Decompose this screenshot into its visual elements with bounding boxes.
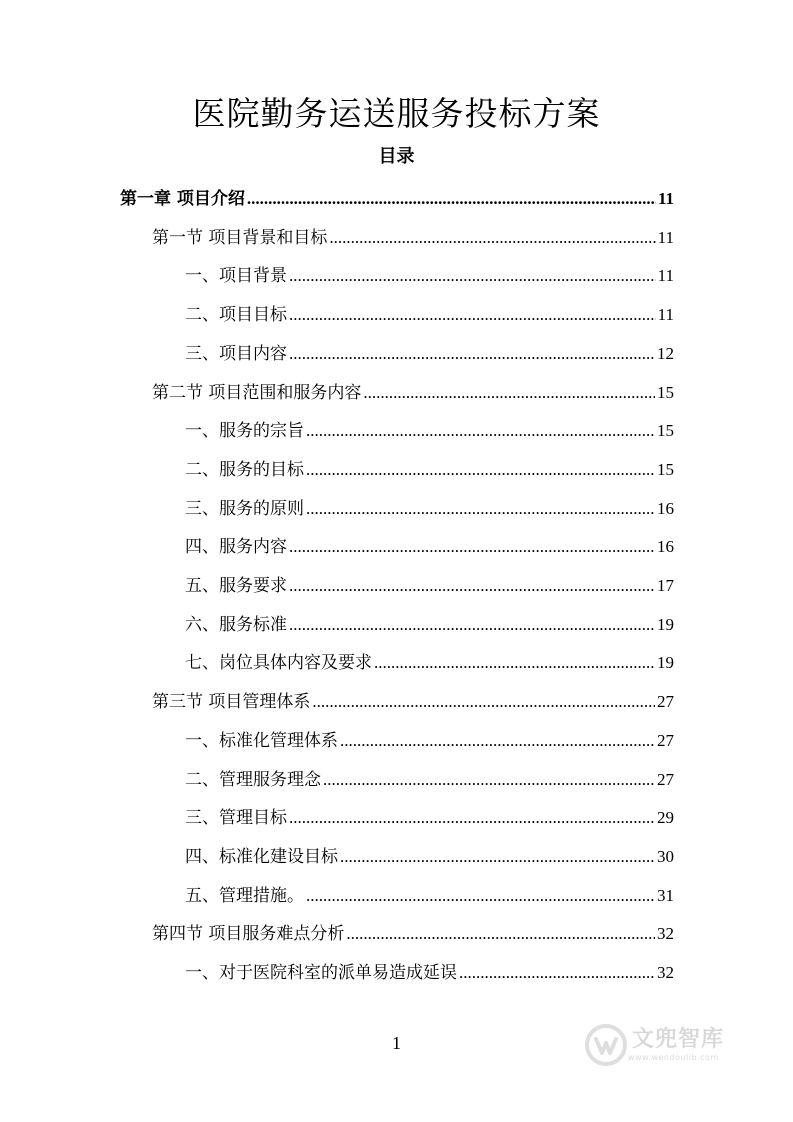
toc-entry-label: 四、标准化建设目标 <box>185 847 338 867</box>
watermark-subtext: www.wendoulib.com <box>628 1053 719 1062</box>
toc-entry[interactable] <box>152 915 674 953</box>
toc-entry-page: 27 <box>657 692 674 711</box>
toc-entry-page: 15 <box>657 460 674 479</box>
toc-entry-label: 第二节 项目范围和服务内容 <box>152 383 362 403</box>
toc-entry[interactable] <box>185 451 674 489</box>
toc-dot-leader <box>340 722 655 760</box>
toc-entry-page: 16 <box>657 499 674 518</box>
toc-entry-label: 第四节 项目服务难点分析 <box>152 924 345 944</box>
toc-entry-label: 第一节 项目背景和目标 <box>152 228 328 248</box>
toc-entry-label: 一、标准化管理体系 <box>185 731 338 751</box>
toc-entry-label: 四、服务内容 <box>185 537 287 557</box>
document-title: 医院勤务运送服务投标方案 <box>192 94 601 133</box>
toc-entry-page: 11 <box>657 189 674 208</box>
toc-dot-leader <box>323 761 655 799</box>
toc-dot-leader <box>306 490 655 528</box>
toc-entry-label: 七、岗位具体内容及要求 <box>185 653 372 673</box>
toc-entry-page: 11 <box>657 228 674 247</box>
toc-entry-page: 27 <box>657 770 674 789</box>
toc-dot-leader <box>289 606 655 644</box>
toc-entry-label: 二、管理服务理念 <box>185 770 321 790</box>
toc-entry-page: 29 <box>657 808 674 827</box>
toc-entry-label: 六、服务标准 <box>185 615 287 635</box>
toc-entry-label: 五、服务要求 <box>185 576 287 596</box>
toc-entry-page: 15 <box>657 421 674 440</box>
toc-entry[interactable] <box>185 761 674 799</box>
toc-entry[interactable] <box>185 799 674 837</box>
toc-dot-leader <box>374 644 655 682</box>
toc-dot-leader <box>289 799 655 837</box>
toc-dot-leader <box>289 296 656 334</box>
toc-entry-label: 二、项目目标 <box>185 305 287 325</box>
toc-entry-page: 27 <box>657 731 674 750</box>
toc-entry-page: 30 <box>657 847 674 866</box>
toc-entry-page: 12 <box>657 344 674 363</box>
toc-entry-label: 二、服务的目标 <box>185 460 304 480</box>
toc-entry[interactable] <box>152 374 674 412</box>
toc-entry-label: 一、项目背景 <box>185 266 287 286</box>
watermark <box>584 1020 754 1070</box>
toc-entry-page: 17 <box>657 576 674 595</box>
toc-entry-page: 32 <box>657 924 674 943</box>
toc-entry-label: 五、管理措施。 <box>185 886 304 906</box>
toc-entry[interactable] <box>185 296 674 334</box>
toc-entry-page: 19 <box>657 653 674 672</box>
toc-entry[interactable] <box>185 567 674 605</box>
toc-entry-page: 31 <box>657 886 674 905</box>
watermark-text: 文兜智库 <box>632 1027 725 1052</box>
toc-dot-leader <box>312 683 655 721</box>
toc-entry-page: 16 <box>657 537 674 556</box>
toc-entry-page: 32 <box>657 963 674 982</box>
toc-entry-page: 19 <box>657 615 674 634</box>
toc-entry[interactable] <box>152 683 674 721</box>
toc-dot-leader <box>459 954 655 992</box>
toc-dot-leader <box>363 374 655 412</box>
toc-dot-leader <box>289 335 655 373</box>
toc-entry[interactable] <box>185 335 674 373</box>
toc-entry-label: 一、服务的宗旨 <box>185 421 304 441</box>
toc-dot-leader <box>289 567 655 605</box>
toc-entry[interactable] <box>185 838 674 876</box>
toc-entry[interactable] <box>152 219 674 257</box>
toc-dot-leader <box>306 451 655 489</box>
toc-entry[interactable] <box>185 412 674 450</box>
toc-entry[interactable] <box>185 257 674 295</box>
toc-entry[interactable] <box>185 490 674 528</box>
toc-entry[interactable] <box>185 954 674 992</box>
toc-entry-label: 三、项目内容 <box>185 344 287 364</box>
toc-entry-page: 11 <box>657 266 674 285</box>
toc-entry-label: 第三节 项目管理体系 <box>152 692 311 712</box>
toc-dot-leader <box>346 915 655 953</box>
toc-entry-page: 11 <box>657 305 674 324</box>
toc-entry-label: 三、服务的原则 <box>185 499 304 519</box>
toc-heading: 目录 <box>378 146 415 167</box>
toc-dot-leader <box>289 528 655 566</box>
toc-dot-leader <box>289 257 656 295</box>
toc-dot-leader <box>329 219 655 257</box>
toc-entry[interactable] <box>185 528 674 566</box>
page-number: 1 <box>392 1033 401 1053</box>
toc-entry-label: 第一章 项目介绍 <box>120 189 245 209</box>
toc-entry-label: 一、对于医院科室的派单易造成延误 <box>185 963 457 983</box>
toc-entry[interactable] <box>120 180 674 218</box>
toc-dot-leader <box>340 838 655 876</box>
toc-dot-leader <box>247 180 656 218</box>
wendou-logo-icon <box>584 1023 628 1067</box>
toc-entry[interactable] <box>185 606 674 644</box>
toc-entry-label: 三、管理目标 <box>185 808 287 828</box>
toc-dot-leader <box>306 412 655 450</box>
toc-dot-leader <box>306 877 655 915</box>
toc-entry[interactable] <box>185 644 674 682</box>
toc-entry[interactable] <box>185 877 674 915</box>
toc-entry-page: 15 <box>657 383 674 402</box>
toc-entry[interactable] <box>185 722 674 760</box>
